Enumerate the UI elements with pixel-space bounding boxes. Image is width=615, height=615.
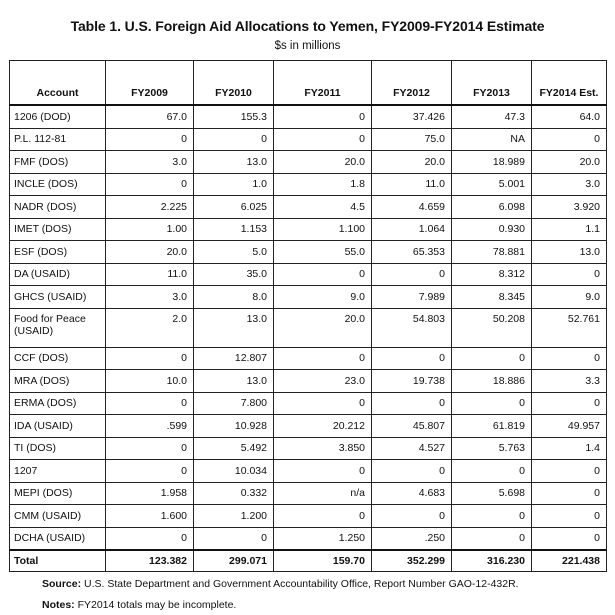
value-cell: 0 xyxy=(274,460,372,483)
table-row xyxy=(10,286,607,309)
header-fy2011: FY2011 xyxy=(274,61,372,106)
value-cell: 2.225 xyxy=(106,196,194,219)
account-cell: Food for Peace (USAID) xyxy=(10,308,106,347)
value-cell: 50.208 xyxy=(452,308,532,347)
value-cell: 0 xyxy=(532,263,607,286)
value-cell: 352.299 xyxy=(372,550,452,572)
value-cell: 54.803 xyxy=(372,308,452,347)
value-cell: 19.738 xyxy=(372,370,452,393)
account-cell: CCF (DOS) xyxy=(10,347,106,370)
account-cell: ESF (DOS) xyxy=(10,241,106,264)
account-cell: IDA (USAID) xyxy=(10,415,106,438)
value-cell: 0 xyxy=(372,505,452,528)
table-row xyxy=(10,173,607,196)
value-cell: 37.426 xyxy=(372,105,452,128)
table-row xyxy=(10,527,607,550)
value-cell: 0 xyxy=(106,437,194,460)
value-cell: 1.064 xyxy=(372,218,452,241)
table-row xyxy=(10,460,607,483)
account-cell: INCLE (DOS) xyxy=(10,173,106,196)
value-cell: 20.0 xyxy=(532,151,607,174)
table-row xyxy=(10,218,607,241)
header-fy2012: FY2012 xyxy=(372,61,452,106)
value-cell: 0 xyxy=(274,128,372,151)
value-cell: 3.0 xyxy=(106,286,194,309)
value-cell: 47.3 xyxy=(452,105,532,128)
value-cell: 20.0 xyxy=(274,308,372,347)
value-cell: 159.70 xyxy=(274,550,372,572)
table-row xyxy=(10,437,607,460)
value-cell: 0 xyxy=(452,392,532,415)
value-cell: 9.0 xyxy=(274,286,372,309)
value-cell: 23.0 xyxy=(274,370,372,393)
value-cell: 0 xyxy=(532,128,607,151)
notes-text: FY2014 totals may be incomplete. xyxy=(74,599,237,611)
value-cell: 20.0 xyxy=(274,151,372,174)
value-cell: 18.886 xyxy=(452,370,532,393)
value-cell: 10.0 xyxy=(106,370,194,393)
value-cell: 1.600 xyxy=(106,505,194,528)
header-account: Account xyxy=(10,61,106,106)
value-cell: 0 xyxy=(274,505,372,528)
table-row xyxy=(10,482,607,505)
value-cell: 4.5 xyxy=(274,196,372,219)
value-cell: 1.00 xyxy=(106,218,194,241)
value-cell: 1.200 xyxy=(194,505,274,528)
value-cell: 65.353 xyxy=(372,241,452,264)
table-row xyxy=(10,392,607,415)
value-cell: 20.0 xyxy=(106,241,194,264)
header-row xyxy=(10,61,607,106)
value-cell: 0 xyxy=(532,527,607,550)
value-cell: 45.807 xyxy=(372,415,452,438)
value-cell: 0 xyxy=(274,105,372,128)
value-cell: 6.098 xyxy=(452,196,532,219)
value-cell: 4.659 xyxy=(372,196,452,219)
value-cell: 61.819 xyxy=(452,415,532,438)
value-cell: 1.4 xyxy=(532,437,607,460)
value-cell: 18.989 xyxy=(452,151,532,174)
table-title: Table 1. U.S. Foreign Aid Allocations to Yemen, FY2009-FY2014 Estimate xyxy=(70,18,545,34)
account-cell: IMET (DOS) xyxy=(10,218,106,241)
account-cell: DCHA (USAID) xyxy=(10,527,106,550)
value-cell: 299.071 xyxy=(194,550,274,572)
table-row xyxy=(10,347,607,370)
table-row xyxy=(10,128,607,151)
value-cell: 0 xyxy=(452,505,532,528)
value-cell: 0 xyxy=(372,392,452,415)
value-cell: 13.0 xyxy=(194,370,274,393)
value-cell: 10.034 xyxy=(194,460,274,483)
value-cell: 4.683 xyxy=(372,482,452,505)
value-cell: 1.153 xyxy=(194,218,274,241)
total-row xyxy=(10,550,607,572)
table-row xyxy=(10,241,607,264)
value-cell: 1.8 xyxy=(274,173,372,196)
header-fy2013: FY2013 xyxy=(452,61,532,106)
account-cell: GHCS (USAID) xyxy=(10,286,106,309)
source-text: U.S. State Department and Government Accountability Office, Report Number GAO-12-432R. xyxy=(81,578,519,590)
value-cell: 0 xyxy=(532,347,607,370)
table-row xyxy=(10,263,607,286)
value-cell: 0 xyxy=(106,173,194,196)
source-note xyxy=(42,578,519,590)
value-cell: 11.0 xyxy=(372,173,452,196)
value-cell: 1.0 xyxy=(194,173,274,196)
value-cell: 5.698 xyxy=(452,482,532,505)
table-subtitle: $s in millions xyxy=(274,40,341,52)
value-cell: .250 xyxy=(372,527,452,550)
value-cell: 9.0 xyxy=(532,286,607,309)
value-cell: 0 xyxy=(194,527,274,550)
value-cell: 1.250 xyxy=(274,527,372,550)
value-cell: 316.230 xyxy=(452,550,532,572)
value-cell: 12.807 xyxy=(194,347,274,370)
value-cell: 8.312 xyxy=(452,263,532,286)
table-row xyxy=(10,308,607,347)
aid-allocations-table xyxy=(9,60,607,572)
value-cell: 0 xyxy=(532,505,607,528)
value-cell: 0 xyxy=(106,347,194,370)
value-cell: 0 xyxy=(452,460,532,483)
value-cell: 0 xyxy=(532,482,607,505)
value-cell: 3.850 xyxy=(274,437,372,460)
value-cell: n/a xyxy=(274,482,372,505)
value-cell: 49.957 xyxy=(532,415,607,438)
table-row xyxy=(10,415,607,438)
table-row xyxy=(10,105,607,128)
account-cell: NADR (DOS) xyxy=(10,196,106,219)
value-cell: 0 xyxy=(452,347,532,370)
value-cell: 67.0 xyxy=(106,105,194,128)
account-cell: Total xyxy=(10,550,106,572)
value-cell: 0 xyxy=(274,392,372,415)
value-cell: 3.3 xyxy=(532,370,607,393)
account-cell: ERMA (DOS) xyxy=(10,392,106,415)
value-cell: 4.527 xyxy=(372,437,452,460)
account-cell: MRA (DOS) xyxy=(10,370,106,393)
notes-label: Notes: xyxy=(42,599,75,611)
account-cell: FMF (DOS) xyxy=(10,151,106,174)
table-body xyxy=(10,105,607,572)
value-cell: 7.989 xyxy=(372,286,452,309)
value-cell: 6.025 xyxy=(194,196,274,219)
value-cell: 155.3 xyxy=(194,105,274,128)
account-cell: 1206 (DOD) xyxy=(10,105,106,128)
value-cell: 5.001 xyxy=(452,173,532,196)
value-cell: 5.0 xyxy=(194,241,274,264)
value-cell: 0 xyxy=(532,460,607,483)
account-cell: DA (USAID) xyxy=(10,263,106,286)
value-cell: 0 xyxy=(452,527,532,550)
value-cell: 0 xyxy=(106,527,194,550)
value-cell: 5.763 xyxy=(452,437,532,460)
value-cell: 123.382 xyxy=(106,550,194,572)
value-cell: 7.800 xyxy=(194,392,274,415)
value-cell: 0 xyxy=(194,128,274,151)
value-cell: NA xyxy=(452,128,532,151)
value-cell: 0 xyxy=(372,460,452,483)
value-cell: 0.332 xyxy=(194,482,274,505)
value-cell: 0 xyxy=(274,263,372,286)
value-cell: 221.438 xyxy=(532,550,607,572)
value-cell: 13.0 xyxy=(532,241,607,264)
value-cell: 0 xyxy=(106,392,194,415)
account-cell: P.L. 112-81 xyxy=(10,128,106,151)
account-cell: CMM (USAID) xyxy=(10,505,106,528)
account-cell: 1207 xyxy=(10,460,106,483)
value-cell: 0 xyxy=(372,347,452,370)
table-row xyxy=(10,196,607,219)
value-cell: 11.0 xyxy=(106,263,194,286)
value-cell: 35.0 xyxy=(194,263,274,286)
account-cell: MEPI (DOS) xyxy=(10,482,106,505)
value-cell: 5.492 xyxy=(194,437,274,460)
value-cell: 3.0 xyxy=(106,151,194,174)
value-cell: 0 xyxy=(106,128,194,151)
value-cell: 1.1 xyxy=(532,218,607,241)
value-cell: 3.0 xyxy=(532,173,607,196)
value-cell: 2.0 xyxy=(106,308,194,347)
table-row xyxy=(10,370,607,393)
value-cell: 10.928 xyxy=(194,415,274,438)
value-cell: 52.761 xyxy=(532,308,607,347)
header-fy2010: FY2010 xyxy=(194,61,274,106)
value-cell: 0 xyxy=(372,263,452,286)
value-cell: 1.958 xyxy=(106,482,194,505)
value-cell: 0 xyxy=(532,392,607,415)
value-cell: 0 xyxy=(274,347,372,370)
value-cell: 20.0 xyxy=(372,151,452,174)
notes-note xyxy=(42,599,236,611)
value-cell: 0.930 xyxy=(452,218,532,241)
value-cell: 0 xyxy=(106,460,194,483)
value-cell: 64.0 xyxy=(532,105,607,128)
source-label: Source: xyxy=(42,578,82,590)
value-cell: 78.881 xyxy=(452,241,532,264)
value-cell: 3.920 xyxy=(532,196,607,219)
table-row xyxy=(10,151,607,174)
value-cell: 75.0 xyxy=(372,128,452,151)
value-cell: 8.345 xyxy=(452,286,532,309)
value-cell: .599 xyxy=(106,415,194,438)
value-cell: 1.100 xyxy=(274,218,372,241)
account-cell: TI (DOS) xyxy=(10,437,106,460)
header-fy2009: FY2009 xyxy=(106,61,194,106)
table-row xyxy=(10,505,607,528)
value-cell: 20.212 xyxy=(274,415,372,438)
header-fy2014-est: FY2014 Est. xyxy=(532,61,607,106)
value-cell: 13.0 xyxy=(194,308,274,347)
value-cell: 55.0 xyxy=(274,241,372,264)
value-cell: 13.0 xyxy=(194,151,274,174)
value-cell: 8.0 xyxy=(194,286,274,309)
